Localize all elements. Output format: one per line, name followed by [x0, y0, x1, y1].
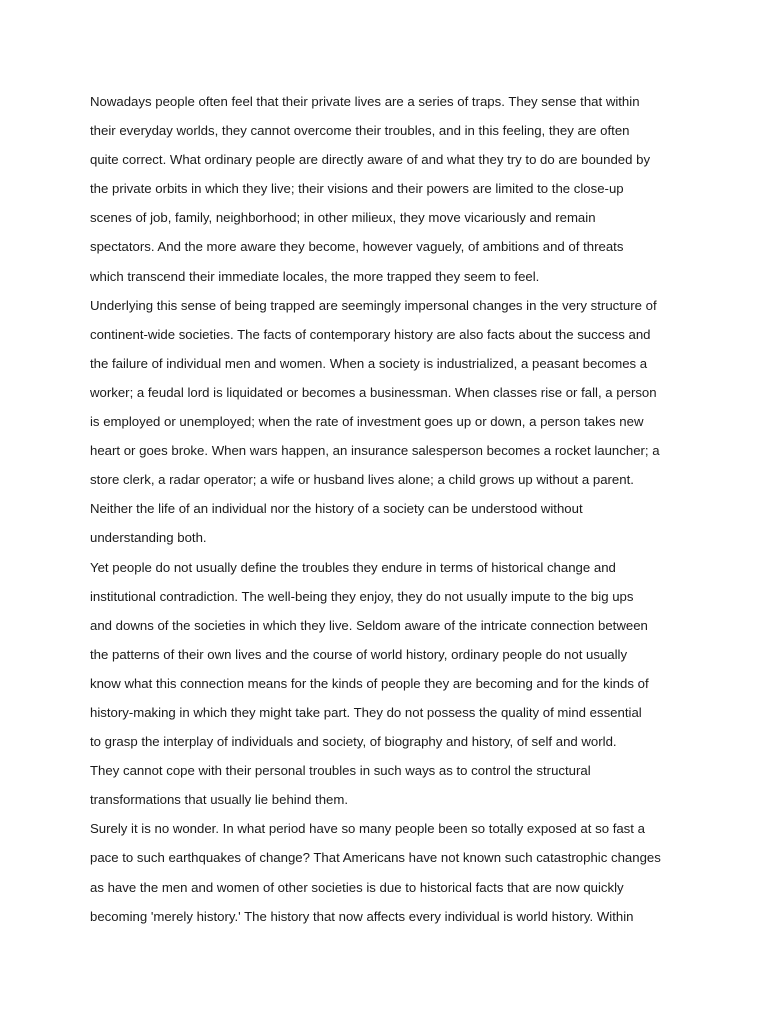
text-line: their everyday worlds, they cannot overcome their troubles, and in this feeling, they are often — [90, 123, 630, 139]
paragraph-1 — [90, 87, 650, 291]
paragraph-2 — [90, 291, 660, 553]
text-line: is employed or unemployed; when the rate of investment goes up or down, a person takes new — [90, 414, 644, 430]
paragraph-3 — [90, 553, 650, 815]
text-line: to grasp the interplay of individuals and society, of biography and history, of self and world. — [90, 734, 617, 750]
text-line: the patterns of their own lives and the course of world history, ordinary people do not usually — [90, 646, 628, 662]
text-line: Nowadays people often feel that their private lives are a series of traps. They sense that within — [90, 94, 640, 109]
text-line: Neither the life of an individual nor the history of a society can be understood without — [90, 501, 583, 517]
text-line: pace to such earthquakes of change? That Americans have not known such catastrophic changes — [90, 850, 661, 866]
paragraph-4 — [90, 814, 661, 930]
text-line: They cannot cope with their personal troubles in such ways as to control the structural — [90, 763, 591, 779]
text-line: scenes of job, family, neighborhood; in other milieux, they move vicariously and remain — [90, 210, 596, 226]
text-line: and downs of the societies in which they live. Seldom aware of the intricate connection between — [90, 617, 648, 633]
text-line: which transcend their immediate locales, the more trapped they seem to feel. — [90, 268, 540, 284]
text-line: becoming 'merely history.' The history that now affects every individual is world history. Within — [90, 908, 634, 924]
text-line: know what this connection means for the kinds of people they are becoming and for the kinds of — [90, 675, 649, 691]
text-line: quite correct. What ordinary people are directly aware of and what they try to do are bounded by — [90, 152, 651, 168]
text-line: the private orbits in which they live; their visions and their powers are limited to the close-up — [90, 181, 624, 197]
text-line: as have the men and women of other societies is due to historical facts that are now quickly — [90, 879, 624, 895]
text-line: institutional contradiction. The well-being they enjoy, they do not usually impute to the big ups — [90, 588, 634, 604]
document-page — [90, 87, 661, 931]
text-line: spectators. And the more aware they become, however vaguely, of ambitions and of threats — [90, 239, 624, 255]
text-line: history-making in which they might take part. They do not possess the quality of mind essential — [90, 704, 642, 720]
text-line: Yet people do not usually define the troubles they endure in terms of historical change and — [90, 559, 616, 575]
text-line: heart or goes broke. When wars happen, an insurance salesperson becomes a rocket launcher; a — [90, 443, 660, 459]
text-line: Underlying this sense of being trapped are seemingly impersonal changes in the very structure of — [90, 297, 657, 313]
text-line: store clerk, a radar operator; a wife or husband lives alone; a child grows up without a parent. — [90, 472, 634, 488]
text-line: continent-wide societies. The facts of contemporary history are also facts about the success and — [90, 326, 651, 342]
text-line: worker; a feudal lord is liquidated or becomes a businessman. When classes rise or fall, a person — [90, 384, 657, 400]
text-line: the failure of individual men and women. When a society is industrialized, a peasant becomes a — [90, 355, 648, 371]
text-line: transformations that usually lie behind them. — [90, 792, 349, 808]
text-line: understanding both. — [90, 530, 207, 546]
text-line: Surely it is no wonder. In what period have so many people been so totally exposed at so fast a — [90, 821, 645, 837]
